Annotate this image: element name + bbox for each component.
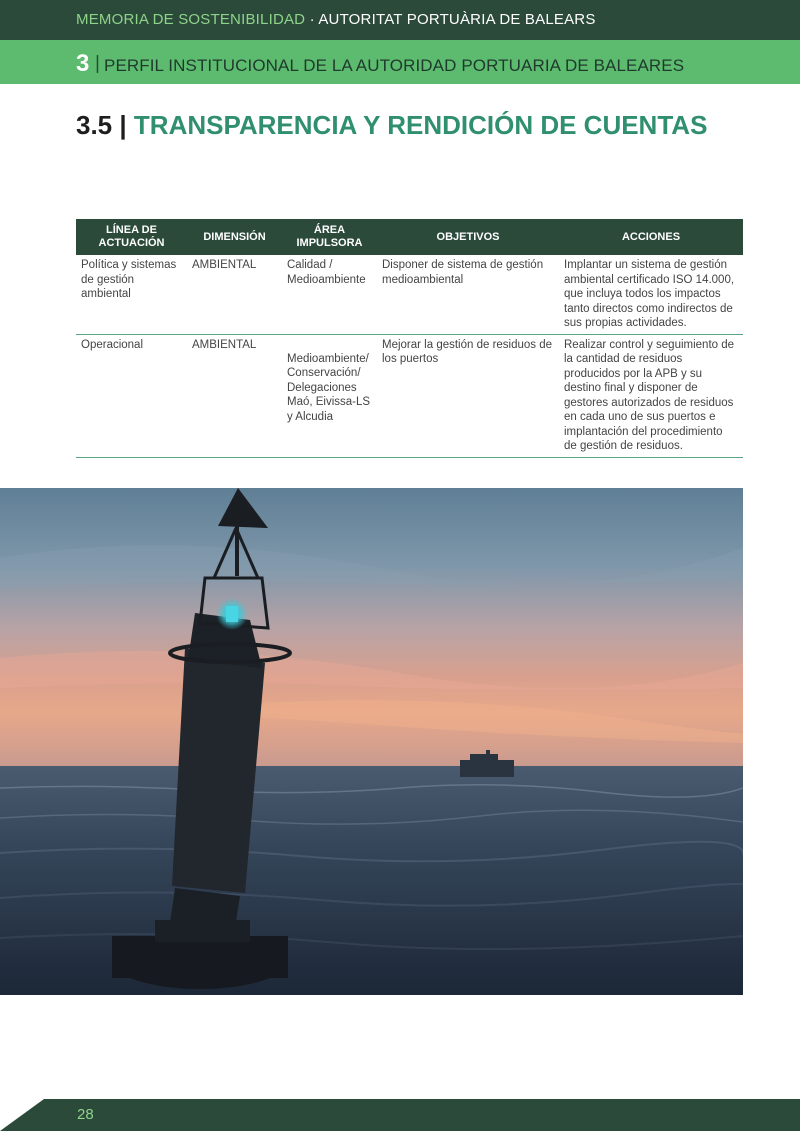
table-row <box>76 334 743 457</box>
cell-linea: Política y sistemas de gestión ambiental <box>76 255 187 334</box>
header-objetivos: OBJETIVOS <box>377 219 559 255</box>
chapter-separator: | <box>95 53 100 74</box>
cell-dimension: AMBIENTAL <box>187 255 282 334</box>
cell-dimension: AMBIENTAL <box>187 334 282 457</box>
header-area-impulsora: ÁREA IMPULSORA <box>282 219 377 255</box>
cell-acciones: Implantar un sistema de gestión ambiental certificado ISO 14.000, que incluya todos los impactos tanto directos como indirectos de sus propias actividades. <box>559 255 743 334</box>
cell-area: Medioambiente/ Conservación/ Delegaciones Maó, Eivissa-LS y Alcudia <box>282 334 377 457</box>
cell-objetivos: Mejorar la gestión de residuos de los puertos <box>377 334 559 457</box>
chapter-bar <box>0 40 800 84</box>
document-header-bar <box>0 0 800 40</box>
header-dimension: DIMENSIÓN <box>187 219 282 255</box>
memoria-label: MEMORIA DE SOSTENIBILIDAD <box>76 11 306 28</box>
table-header-row <box>76 219 743 255</box>
objectives-table <box>76 219 743 458</box>
page-footer <box>0 1099 800 1131</box>
cell-objetivos: Disponer de sistema de gestión medioambiental <box>377 255 559 334</box>
cell-linea: Operacional <box>76 334 187 457</box>
header-acciones: ACCIONES <box>559 219 743 255</box>
header-separator: · <box>309 11 315 28</box>
page-number: 28 <box>77 1106 94 1123</box>
cell-area: Calidad / Medioambiente <box>282 255 377 334</box>
cell-acciones: Realizar control y seguimiento de la cantidad de residuos producidos por la APB y su destino final y disponer de gestores autorizados de residuos en cada uno de sus puertos e implantación del procedimiento de gestión de residuos. <box>559 334 743 457</box>
section-separator: | <box>119 110 127 140</box>
chapter-title: PERFIL INSTITUCIONAL DE LA AUTORIDAD PORTUARIA DE BALEARES <box>104 56 685 75</box>
header-linea-actuacion: LÍNEA DE ACTUACIÓN <box>76 219 187 255</box>
section-title: TRANSPARENCIA Y RENDICIÓN DE CUENTAS <box>133 110 708 140</box>
chapter-number: 3 <box>76 50 90 77</box>
section-number: 3.5 <box>76 110 113 140</box>
authority-label: AUTORITAT PORTUÀRIA DE BALEARS <box>318 11 596 28</box>
section-heading <box>76 110 707 141</box>
table-row <box>76 255 743 334</box>
document-header-text <box>76 11 596 28</box>
footer-wedge <box>0 1099 70 1131</box>
sunset-buoy-photo <box>0 488 743 995</box>
